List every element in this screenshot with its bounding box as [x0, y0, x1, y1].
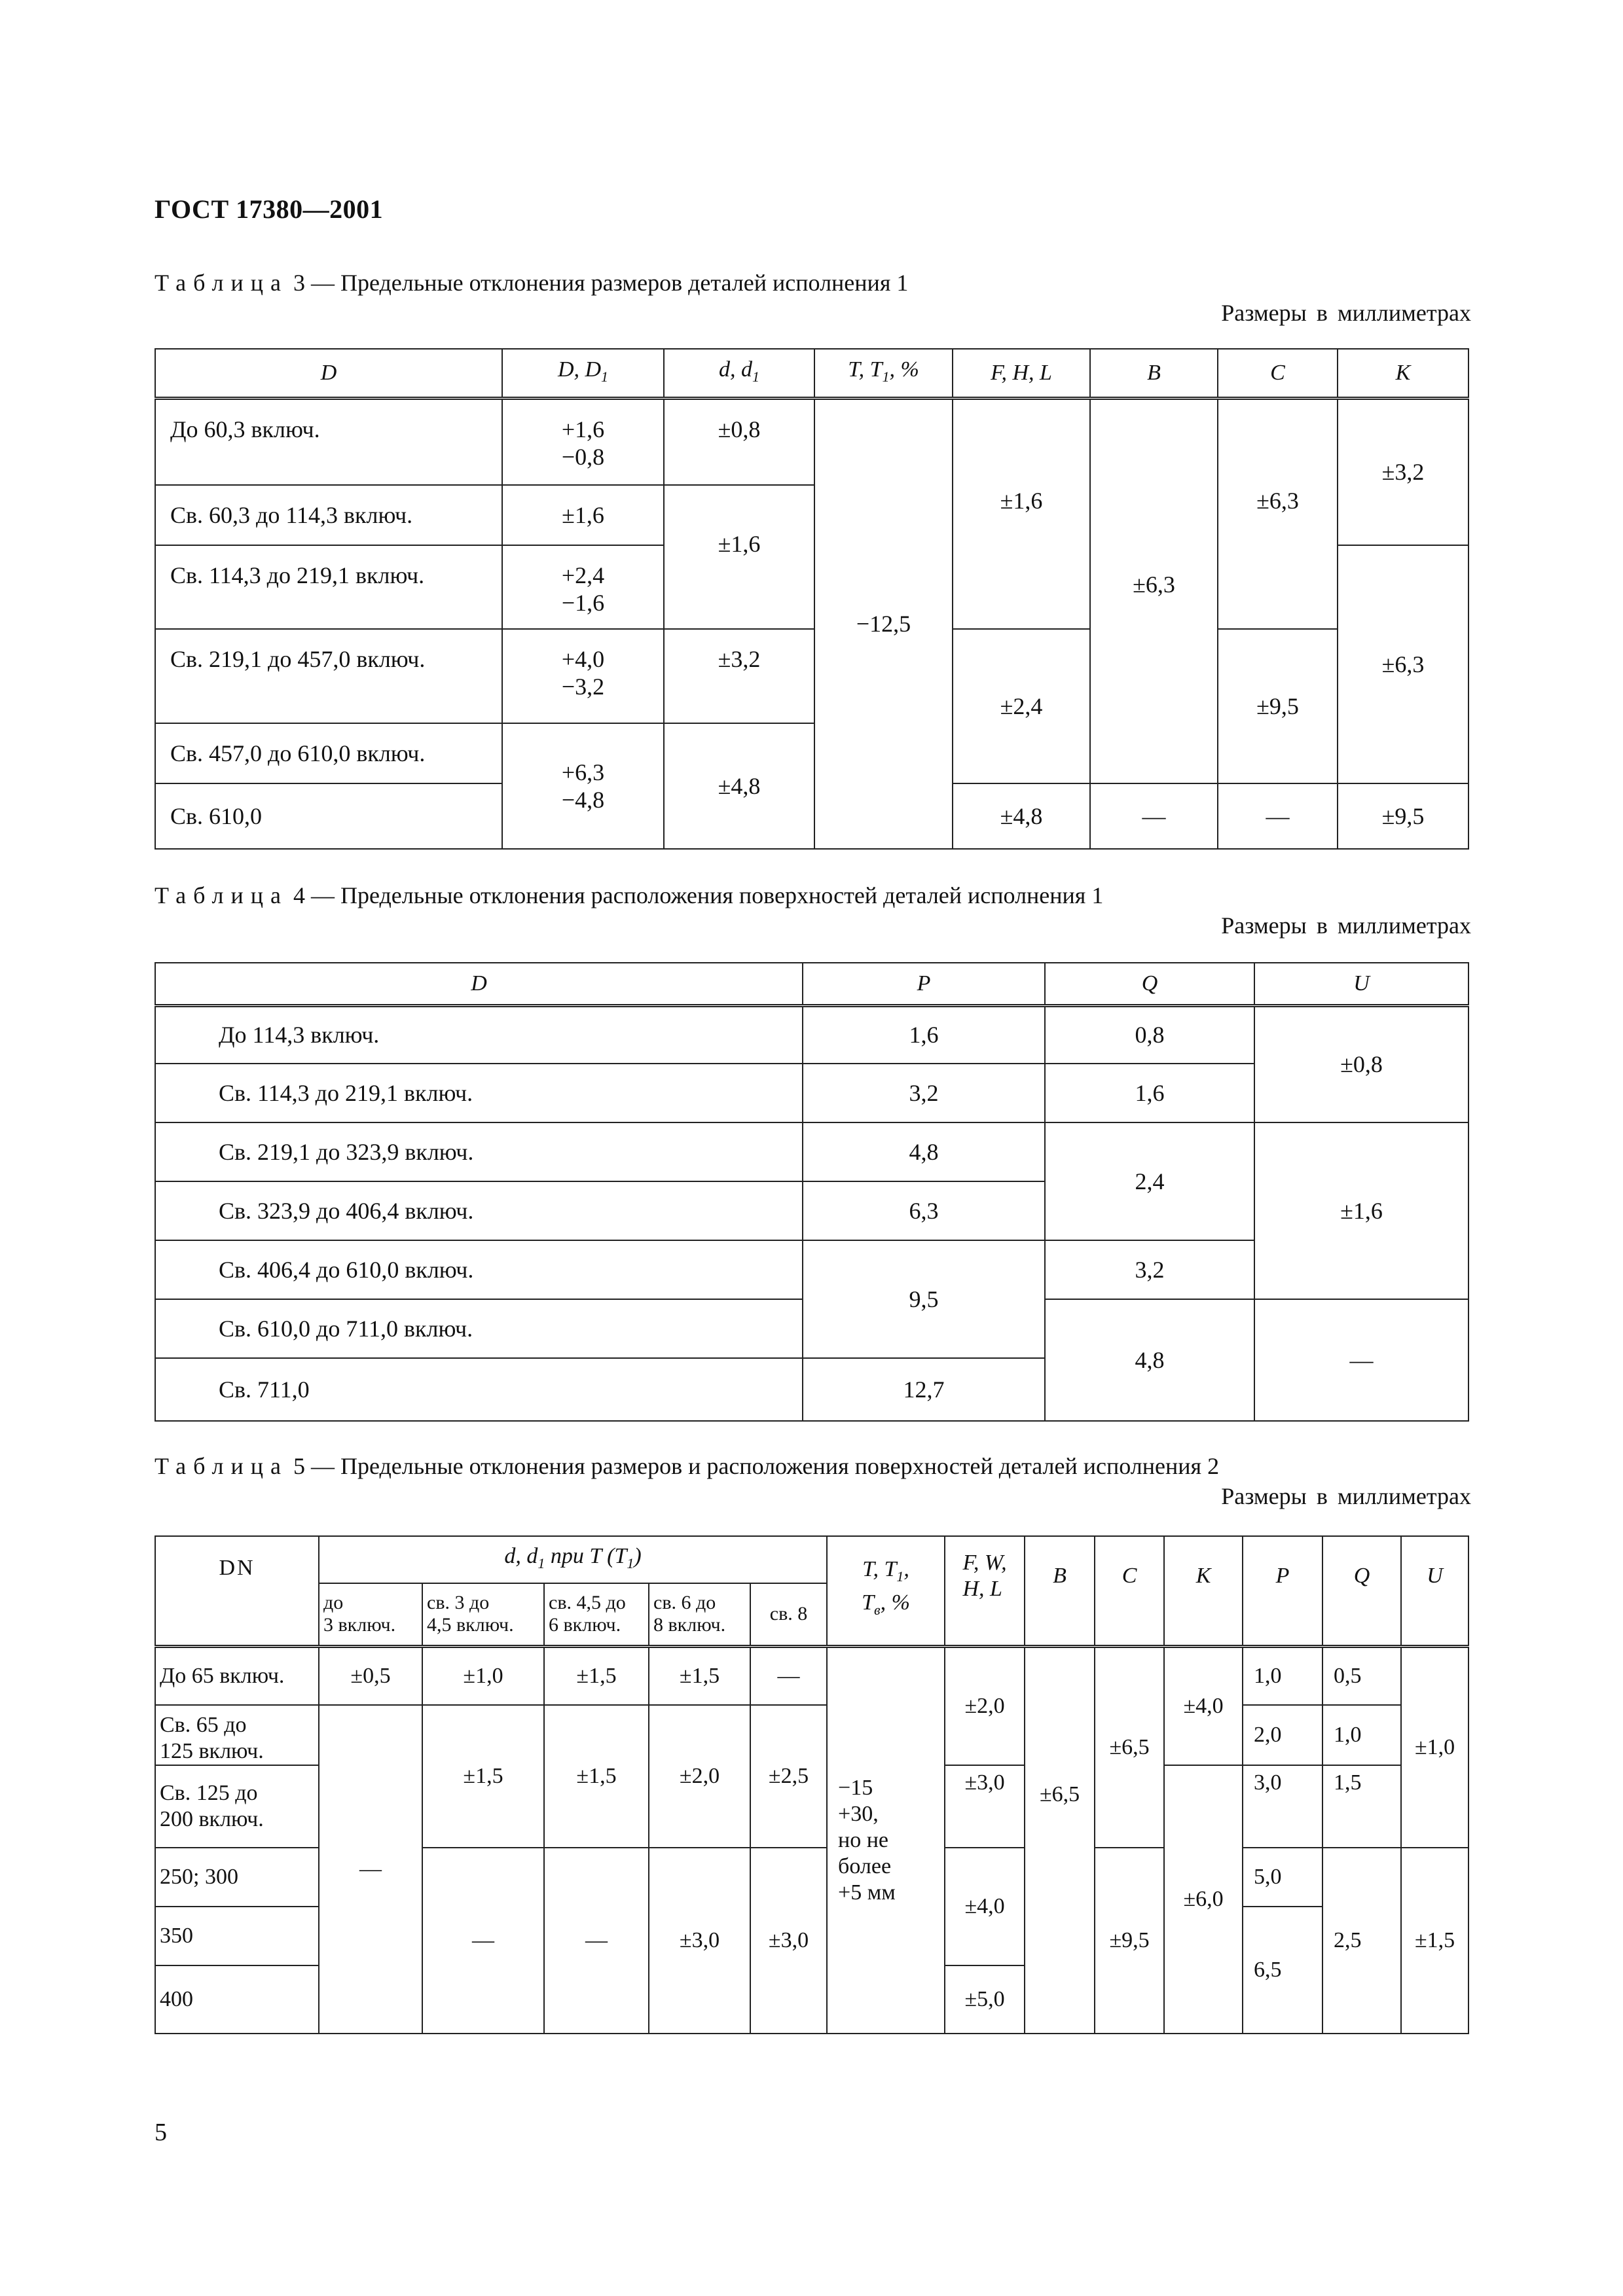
table3-cell-DD1: +2,4 −1,6: [502, 545, 664, 629]
page-number: 5: [155, 2119, 167, 2146]
table3-cell-K: ±3,2: [1338, 399, 1468, 545]
table5-cell-C: ±6,5: [1095, 1646, 1164, 1848]
table3-header-d-d1: d, $d_1$: [664, 349, 814, 399]
table4-cell-Q: 3,2: [1045, 1240, 1254, 1299]
table4: [155, 962, 1469, 1422]
table4-cell-D: Св. 406,4 до 610,0 включ.: [155, 1240, 803, 1299]
table5-header-row: [155, 1536, 1468, 1583]
table4-header-P: P: [803, 963, 1045, 1006]
table3-cell-K: ±6,3: [1338, 545, 1468, 783]
table5-subheader-6-to-8: св. 6 до 8 включ.: [649, 1583, 750, 1646]
table3-label: Таблица: [155, 270, 288, 296]
table5-cell-P: 2,0: [1243, 1705, 1322, 1765]
table4-header-U: U: [1254, 963, 1468, 1006]
table5-cell-d2: ±1,5: [422, 1705, 544, 1848]
table5-header-Q: Q: [1322, 1536, 1401, 1646]
table3-header-C: C: [1218, 349, 1338, 399]
table5-cell-FWHL: ±4,0: [945, 1848, 1025, 1965]
table3-cell-DD1: ±1,6: [502, 485, 664, 545]
table5-cell-C: ±9,5: [1095, 1848, 1164, 2034]
table5-cell-d5: —: [750, 1646, 827, 1705]
table3-units: Размеры в миллиметрах: [1221, 300, 1471, 326]
table4-cell-P: 4,8: [803, 1122, 1045, 1181]
table5-header-B: B: [1025, 1536, 1095, 1646]
table4-header-Q: Q: [1045, 963, 1254, 1006]
table5-cell-P: 6,5: [1243, 1907, 1322, 2034]
table3-cell-C: ±6,3: [1218, 399, 1338, 629]
table3-header-K: K: [1338, 349, 1468, 399]
table3-cell-dd1: ±4,8: [664, 723, 814, 849]
table3-cell-dd1: ±3,2: [664, 629, 814, 723]
table5-cell-DN: 350: [155, 1907, 319, 1965]
table4-cell-U: ±0,8: [1254, 1006, 1468, 1122]
table3-cell-dd1: ±0,8: [664, 399, 814, 485]
table3-header-B: B: [1090, 349, 1218, 399]
table-row: [155, 1646, 1468, 1705]
table3-cell-D: Св. 219,1 до 457,0 включ.: [155, 629, 502, 723]
table3-cell-FHL: ±2,4: [953, 629, 1090, 783]
table4-title: 4 — Предельные отклонения расположения поверхностей деталей исполнения 1: [293, 882, 1104, 908]
table5-cell-DN: Св. 65 до 125 включ.: [155, 1705, 319, 1765]
table-row: [155, 1705, 1468, 1765]
table5-cell-DN: 400: [155, 1965, 319, 2034]
table5-cell-P: 1,0: [1243, 1646, 1322, 1705]
table5-cell-d3: ±1,5: [544, 1646, 649, 1705]
table3-cell-DD1: +1,6 −0,8: [502, 399, 664, 485]
table5: [155, 1535, 1469, 2034]
table5-cell-d5: ±2,5: [750, 1705, 827, 1848]
table3-cell-D: Св. 610,0: [155, 783, 502, 849]
table4-cell-U: —: [1254, 1299, 1468, 1421]
table3-title: 3 — Предельные отклонения размеров деталей исполнения 1: [293, 270, 909, 296]
table5-cell-DN: Св. 125 до 200 включ.: [155, 1765, 319, 1848]
table4-cell-Q: 2,4: [1045, 1122, 1254, 1240]
table4-cell-D: До 114,3 включ.: [155, 1006, 803, 1064]
table5-subheader-3-to-4-5: св. 3 до 4,5 включ.: [422, 1583, 544, 1646]
table5-header-d-d1-group: d, $d_1$ при T $(T_1)$: [319, 1536, 827, 1583]
table-row: [155, 629, 1468, 723]
table5-cell-K: ±4,0: [1164, 1646, 1243, 1765]
table5-header-DN: DN: [155, 1536, 319, 1646]
table5-cell-d4: ±2,0: [649, 1705, 750, 1848]
table4-cell-U: ±1,6: [1254, 1122, 1468, 1299]
table4-cell-P: 6,3: [803, 1181, 1045, 1240]
table5-cell-K: ±6,0: [1164, 1765, 1243, 2034]
table5-cell-d2: ±1,0: [422, 1646, 544, 1705]
table5-cell-d2: —: [422, 1848, 544, 2034]
table5-units: Размеры в миллиметрах: [1221, 1483, 1471, 1509]
table4-cell-P: 9,5: [803, 1240, 1045, 1358]
table5-cell-d4: ±3,0: [649, 1848, 750, 2034]
table5-cell-P: 5,0: [1243, 1848, 1322, 1907]
table3: [155, 348, 1469, 850]
table5-caption: [155, 1452, 1219, 1480]
table5-cell-DN: 250; 300: [155, 1848, 319, 1907]
table5-subheader-4-5-to-6: св. 4,5 до 6 включ.: [544, 1583, 649, 1646]
table3-header-FHL: F, H, L: [953, 349, 1090, 399]
table3-cell-C: —: [1218, 783, 1338, 849]
table3-cell-D: Св. 60,3 до 114,3 включ.: [155, 485, 502, 545]
table5-cell-d3: —: [544, 1848, 649, 2034]
table3-header-D-D1: D, $D_1$: [502, 349, 664, 399]
table5-header-C: C: [1095, 1536, 1164, 1646]
table5-header-K: K: [1164, 1536, 1243, 1646]
table3-cell-D: Св. 457,0 до 610,0 включ.: [155, 723, 502, 783]
table3-cell-FHL: ±4,8: [953, 783, 1090, 849]
table5-label: Таблица: [155, 1453, 288, 1479]
table5-cell-B: ±6,5: [1025, 1646, 1095, 2034]
table4-cell-Q: 0,8: [1045, 1006, 1254, 1064]
table5-cell-d5: ±3,0: [750, 1848, 827, 2034]
table3-header-row: [155, 349, 1468, 399]
table5-cell-d1: —: [319, 1705, 422, 2034]
table5-header-P: P: [1243, 1536, 1322, 1646]
table3-cell-K: ±9,5: [1338, 783, 1468, 849]
table5-cell-U: ±1,0: [1401, 1646, 1468, 1848]
table5-header-T: T, $T_1$, $T_в$, %: [827, 1536, 945, 1646]
table4-cell-D: Св. 114,3 до 219,1 включ.: [155, 1064, 803, 1122]
table-row: [155, 1006, 1468, 1064]
table5-header-FWHL: F, W, H, L: [945, 1536, 1025, 1646]
table5-subheader-upto-3: до 3 включ.: [319, 1583, 422, 1646]
table4-header-row: [155, 963, 1468, 1006]
table5-cell-Q: 1,0: [1322, 1705, 1401, 1765]
table3-caption: [155, 268, 908, 297]
table3-cell-DD1: +4,0 −3,2: [502, 629, 664, 723]
table4-label: Таблица: [155, 882, 288, 908]
table5-cell-d3: ±1,5: [544, 1705, 649, 1848]
table4-cell-D: Св. 323,9 до 406,4 включ.: [155, 1181, 803, 1240]
table4-caption: [155, 881, 1103, 910]
table5-cell-Q: 0,5: [1322, 1646, 1401, 1705]
table3-cell-DD1: +6,3 −4,8: [502, 723, 664, 849]
table5-cell-DN: До 65 включ.: [155, 1646, 319, 1705]
table-row: [155, 1122, 1468, 1181]
document-header: ГОСТ 17380—2001: [155, 194, 384, 224]
table4-cell-D: Св. 610,0 до 711,0 включ.: [155, 1299, 803, 1358]
table3-cell-C: ±9,5: [1218, 629, 1338, 783]
table4-units: Размеры в миллиметрах: [1221, 912, 1471, 939]
table3-cell-dd1: ±1,6: [664, 485, 814, 629]
table4-cell-P: 3,2: [803, 1064, 1045, 1122]
table5-cell-U: ±1,5: [1401, 1848, 1468, 2034]
table3-cell-B: ±6,3: [1090, 399, 1218, 783]
table4-cell-P: 1,6: [803, 1006, 1045, 1064]
table4-cell-Q: 1,6: [1045, 1064, 1254, 1122]
table5-cell-d1: ±0,5: [319, 1646, 422, 1705]
table5-cell-T: −15 +30, но не более +5 мм: [827, 1646, 945, 2034]
table5-cell-FWHL: ±3,0: [945, 1765, 1025, 1848]
table5-subheader-over-8: св. 8: [750, 1583, 827, 1646]
table3-header-D: D: [155, 349, 502, 399]
table4-cell-P: 12,7: [803, 1358, 1045, 1421]
table5-cell-Q: 1,5: [1322, 1765, 1401, 1848]
table3-cell-D: До 60,3 включ.: [155, 399, 502, 485]
table3-header-T: T, $T_1$, %: [814, 349, 953, 399]
table4-cell-D: Св. 711,0: [155, 1358, 803, 1421]
table5-cell-FWHL: ±2,0: [945, 1646, 1025, 1765]
table5-header-U: U: [1401, 1536, 1468, 1646]
table5-cell-d4: ±1,5: [649, 1646, 750, 1705]
table3-cell-T: −12,5: [814, 399, 953, 849]
table4-header-D: D: [155, 963, 803, 1006]
table4-cell-Q: 4,8: [1045, 1299, 1254, 1421]
table3-cell-B: —: [1090, 783, 1218, 849]
table5-cell-FWHL: ±5,0: [945, 1965, 1025, 2034]
table4-cell-D: Св. 219,1 до 323,9 включ.: [155, 1122, 803, 1181]
table3-cell-D: Св. 114,3 до 219,1 включ.: [155, 545, 502, 629]
table5-cell-Q: 2,5: [1322, 1848, 1401, 2034]
table3-cell-FHL: ±1,6: [953, 399, 1090, 629]
table5-title: 5 — Предельные отклонения размеров и расположения поверхностей деталей исполнения 2: [293, 1453, 1220, 1479]
table5-cell-P: 3,0: [1243, 1765, 1322, 1848]
table-row: [155, 399, 1468, 485]
